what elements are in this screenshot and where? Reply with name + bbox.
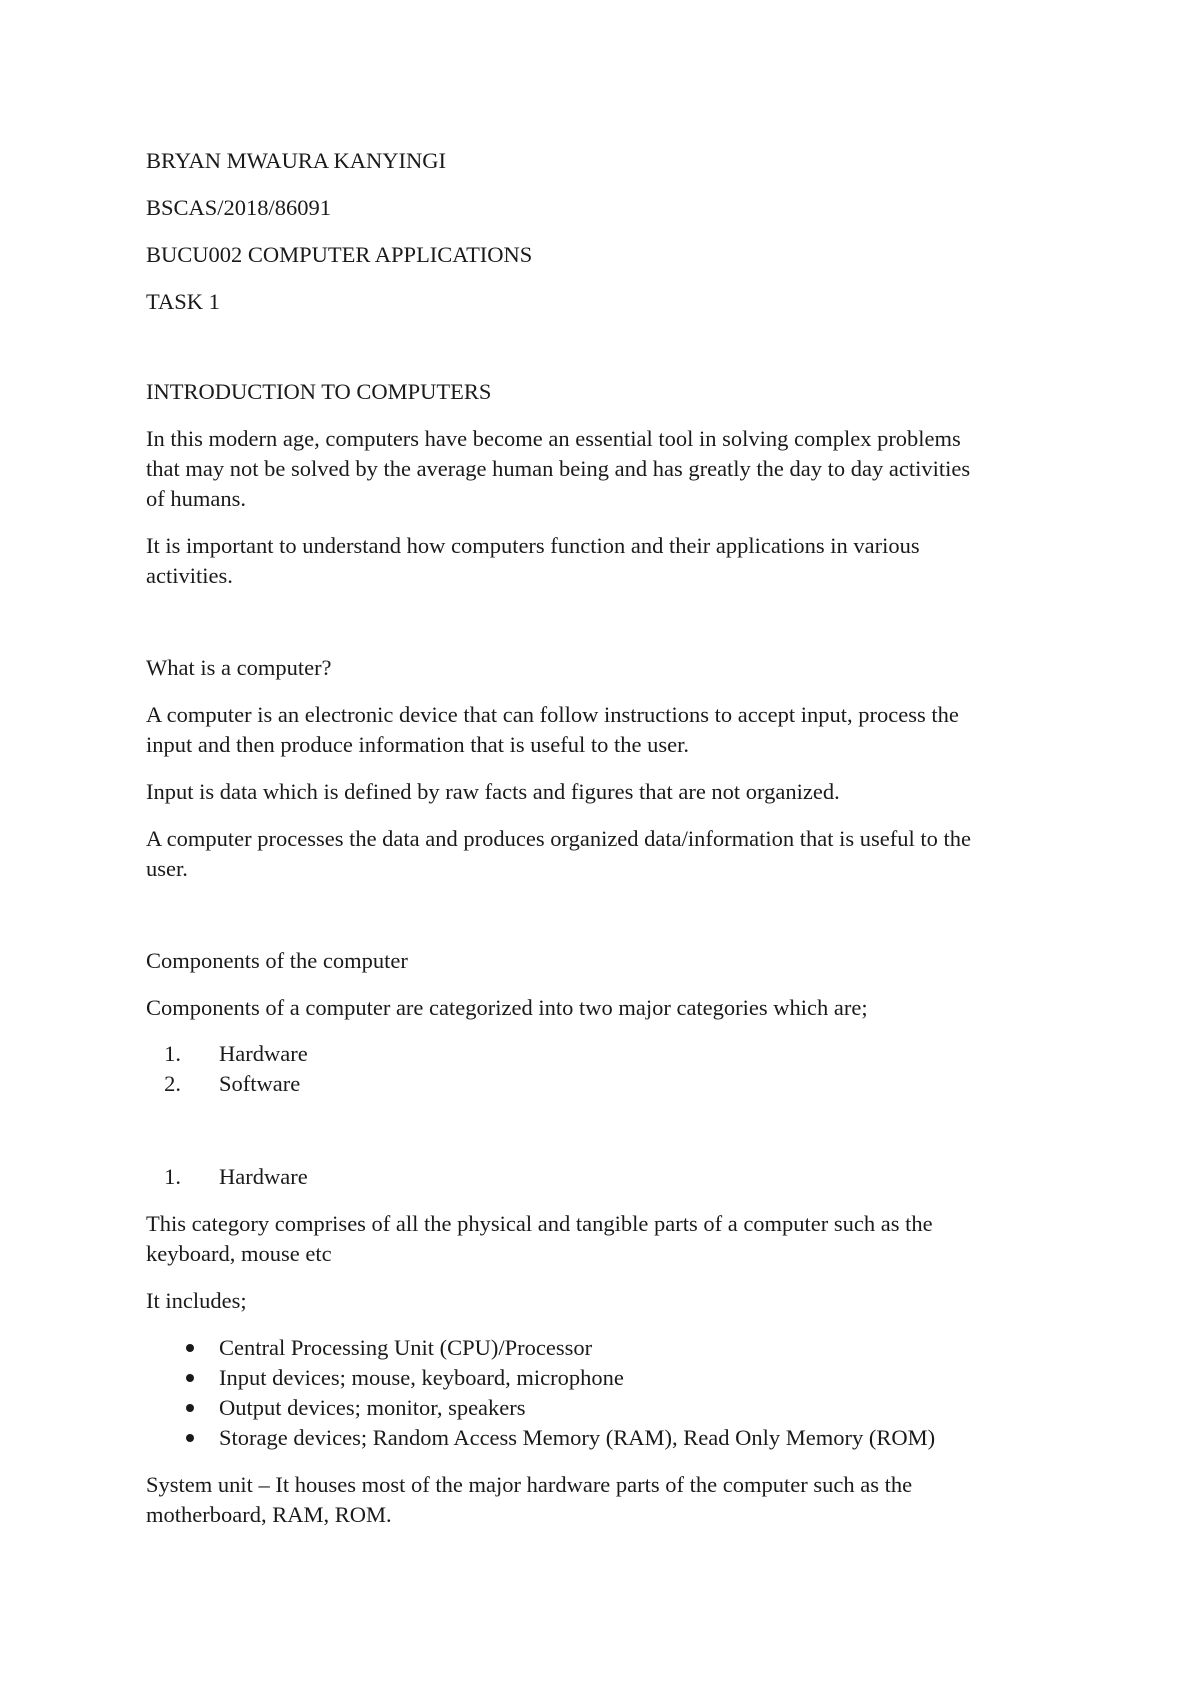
intro-paragraph-2 bbox=[146, 531, 1046, 591]
bullet-icon bbox=[186, 1434, 194, 1442]
list-number: 1. bbox=[164, 1164, 181, 1189]
system-unit-paragraph bbox=[146, 1470, 1046, 1530]
list-number: 1. bbox=[164, 1041, 181, 1066]
text-line: A computer is an electronic device that can follow instructions to accept input, process the bbox=[146, 702, 959, 727]
text-line: that may not be solved by the average human being and has greatly the day to day activities bbox=[146, 456, 971, 481]
components-intro: Components of a computer are categorized into two major categories which are; bbox=[146, 995, 868, 1020]
author-name: BRYAN MWAURA KANYINGI bbox=[146, 148, 447, 173]
bullet-icon bbox=[186, 1404, 194, 1412]
course-title: BUCU002 COMPUTER APPLICATIONS bbox=[146, 242, 533, 267]
text-line: keyboard, mouse etc bbox=[146, 1241, 332, 1266]
text-line: In this modern age, computers have become an essential tool in solving complex problems bbox=[146, 426, 961, 451]
includes-label: It includes; bbox=[146, 1288, 247, 1313]
intro-paragraph-1 bbox=[146, 424, 1046, 514]
hardware-description bbox=[146, 1209, 1046, 1269]
what-is-heading: What is a computer? bbox=[146, 655, 332, 680]
task-label: TASK 1 bbox=[146, 289, 220, 314]
bullet-item-label: Output devices; monitor, speakers bbox=[219, 1395, 526, 1420]
list-item-label: Software bbox=[219, 1071, 301, 1096]
what-is-paragraph-1 bbox=[146, 700, 1046, 760]
list-item-label: Hardware bbox=[219, 1164, 308, 1189]
bullet-item-label: Input devices; mouse, keyboard, microphone bbox=[219, 1365, 624, 1390]
text-line: motherboard, RAM, ROM. bbox=[146, 1502, 392, 1527]
bullet-item-label: Central Processing Unit (CPU)/Processor bbox=[219, 1335, 593, 1360]
bullet-icon bbox=[186, 1344, 194, 1352]
text-line: This category comprises of all the physical and tangible parts of a computer such as the bbox=[146, 1211, 933, 1236]
what-is-paragraph-3 bbox=[146, 824, 1046, 884]
bullet-item-label: Storage devices; Random Access Memory (RAM), Read Only Memory (ROM) bbox=[219, 1425, 936, 1450]
registration-number: BSCAS/2018/86091 bbox=[146, 195, 332, 220]
text-line: activities. bbox=[146, 563, 233, 588]
text-line: It is important to understand how computers function and their applications in various bbox=[146, 533, 920, 558]
bullet-icon bbox=[186, 1374, 194, 1382]
text-line: of humans. bbox=[146, 486, 246, 511]
list-item-label: Hardware bbox=[219, 1041, 308, 1066]
text-line: System unit – It houses most of the major hardware parts of the computer such as the bbox=[146, 1472, 913, 1497]
text-line: user. bbox=[146, 856, 188, 881]
text-line: A computer processes the data and produces organized data/information that is useful to the bbox=[146, 826, 971, 851]
intro-heading: INTRODUCTION TO COMPUTERS bbox=[146, 379, 492, 404]
text-line: input and then produce information that is useful to the user. bbox=[146, 732, 690, 757]
what-is-paragraph-2: Input is data which is defined by raw facts and figures that are not organized. bbox=[146, 779, 840, 804]
list-number: 2. bbox=[164, 1071, 181, 1096]
components-heading: Components of the computer bbox=[146, 948, 408, 973]
